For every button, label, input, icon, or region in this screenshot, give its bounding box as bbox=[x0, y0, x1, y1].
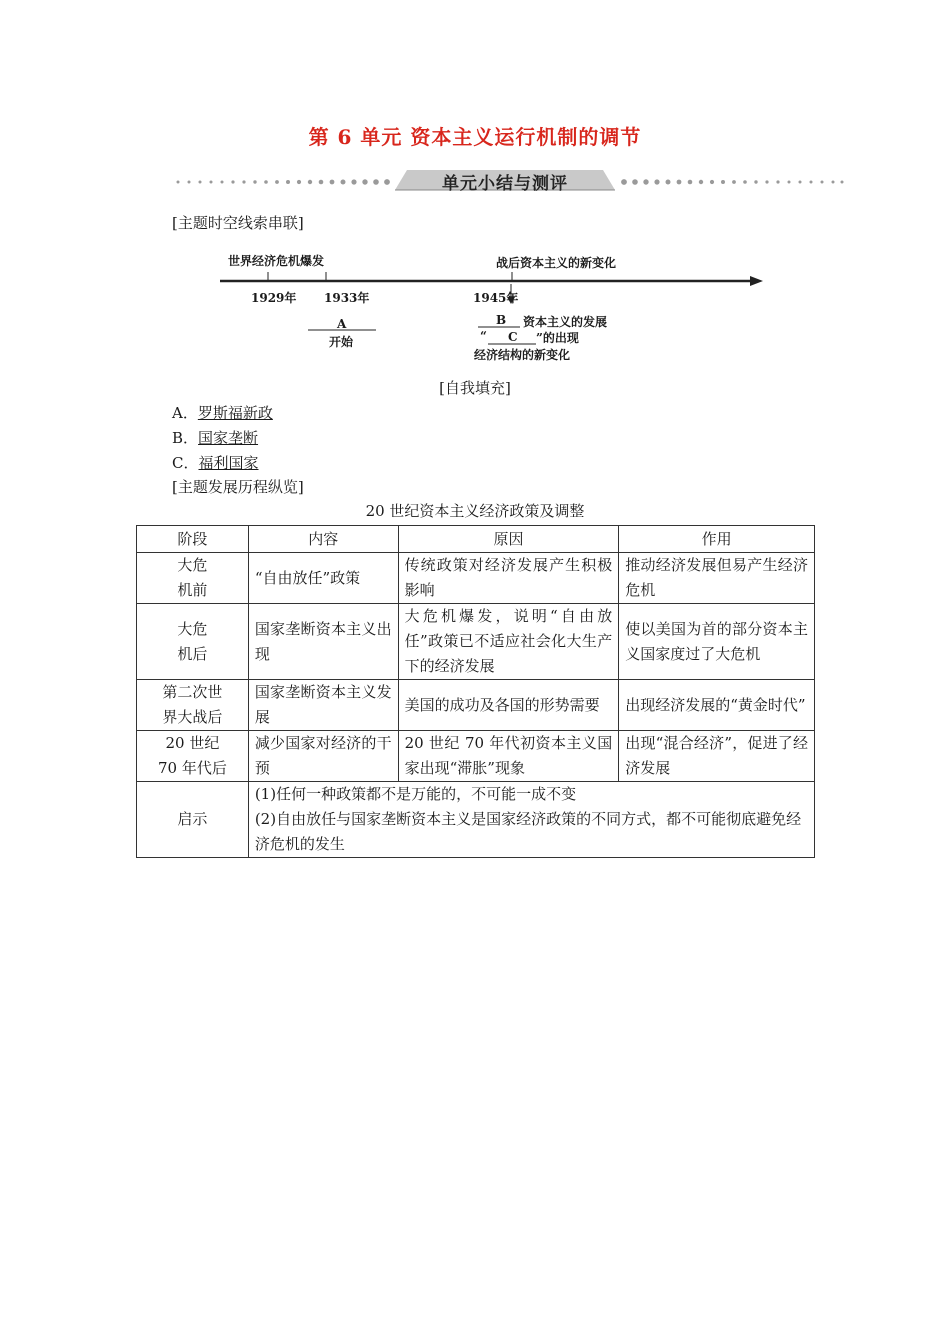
header-reason: 原因 bbox=[398, 526, 619, 553]
timeline-text-b: 资本主义的发展 bbox=[523, 315, 608, 329]
answer-c bbox=[172, 452, 259, 473]
cell-content: “自由放任”政策 bbox=[248, 553, 398, 604]
answer-letter: B． bbox=[172, 429, 199, 447]
timeline-event-crisis: 世界经济危机爆发 bbox=[228, 254, 325, 268]
table-caption: 20 世纪资本主义经济政策及调整 bbox=[365, 502, 585, 520]
section-heading-overview: [主题发展历程纵览] bbox=[172, 478, 304, 496]
page-title: 第 6 单元 资本主义运行机制的调节 bbox=[308, 125, 642, 149]
cell-stage: 第二次世 界大战后 bbox=[137, 680, 249, 731]
table-row bbox=[137, 731, 815, 782]
table-row bbox=[137, 553, 815, 604]
cell-content: 减少国家对经济的干预 bbox=[248, 731, 398, 782]
answer-letter: C． bbox=[172, 454, 199, 472]
timeline-diagram bbox=[218, 248, 768, 363]
table-row bbox=[137, 604, 815, 680]
section-heading-timeline: [主题时空线索串联] bbox=[172, 214, 304, 232]
timeline-caption-start: 开始 bbox=[329, 335, 354, 349]
answer-text: 福利国家 bbox=[198, 454, 259, 472]
table-row bbox=[137, 680, 815, 731]
cell-reason: 20 世纪 70 年代初资本主义国家出现“滞胀”现象 bbox=[398, 731, 619, 782]
answer-text: 国家垄断 bbox=[198, 429, 259, 447]
cell-content: 国家垄断资本主义发展 bbox=[248, 680, 398, 731]
table-row-insight bbox=[137, 782, 815, 858]
cell-content: 国家垄断资本主义出现 bbox=[248, 604, 398, 680]
cell-effect: 出现经济发展的“黄金时代” bbox=[619, 680, 815, 731]
cell-reason: 传统政策对经济发展产生积极影响 bbox=[398, 553, 619, 604]
timeline-quote-open: “ bbox=[480, 329, 487, 343]
timeline-year-1929: 1929年 bbox=[251, 291, 297, 305]
timeline-blank-c: C bbox=[508, 330, 518, 344]
cell-insight bbox=[248, 782, 814, 858]
answer-letter: A． bbox=[172, 404, 198, 422]
timeline-text-econ: 经济结构的新变化 bbox=[474, 348, 571, 362]
timeline-year-1933: 1933年 bbox=[324, 291, 370, 305]
timeline-year-1945: 1945年 bbox=[473, 291, 519, 305]
self-fill-heading: [自我填充] bbox=[439, 379, 511, 397]
answer-a bbox=[172, 402, 273, 423]
cell-effect: 使以美国为首的部分资本主义国家度过了大危机 bbox=[619, 604, 815, 680]
cell-insight-label: 启示 bbox=[137, 782, 249, 858]
answer-b bbox=[172, 427, 258, 448]
insight-line-2: (2)自由放任与国家垄断资本主义是国家经济政策的不同方式，都不可能彻底避免经济危机的发生 bbox=[254, 810, 802, 853]
header-stage: 阶段 bbox=[137, 526, 249, 553]
banner-title: 单元小结与测评 bbox=[442, 174, 568, 194]
cell-stage: 大危 机后 bbox=[137, 604, 249, 680]
timeline-blank-b: B bbox=[496, 313, 507, 327]
table-header-row bbox=[137, 526, 815, 553]
insight-line-1: (1)任何一种政策都不是万能的，不可能一成不变 bbox=[254, 785, 577, 803]
cell-effect: 出现“混合经济”，促进了经济发展 bbox=[619, 731, 815, 782]
dotted-rule-right bbox=[620, 179, 845, 185]
header-effect: 作用 bbox=[619, 526, 815, 553]
dotted-rule-left bbox=[175, 179, 395, 185]
cell-reason: 大危机爆发，说明“自由放任”政策已不适应社会化大生产下的经济发展 bbox=[398, 604, 619, 680]
answer-text: 罗斯福新政 bbox=[197, 404, 273, 422]
cell-stage: 大危 机前 bbox=[137, 553, 249, 604]
policy-table bbox=[136, 525, 815, 858]
cell-stage: 20 世纪 70 年代后 bbox=[137, 731, 249, 782]
timeline-text-c: ”的出现 bbox=[536, 331, 579, 345]
cell-effect: 推动经济发展但易产生经济危机 bbox=[619, 553, 815, 604]
timeline-event-postwar: 战后资本主义的新变化 bbox=[496, 256, 617, 270]
header-content: 内容 bbox=[248, 526, 398, 553]
timeline-blank-a: A bbox=[337, 317, 347, 331]
cell-reason: 美国的成功及各国的形势需要 bbox=[398, 680, 619, 731]
section-banner bbox=[175, 168, 845, 194]
